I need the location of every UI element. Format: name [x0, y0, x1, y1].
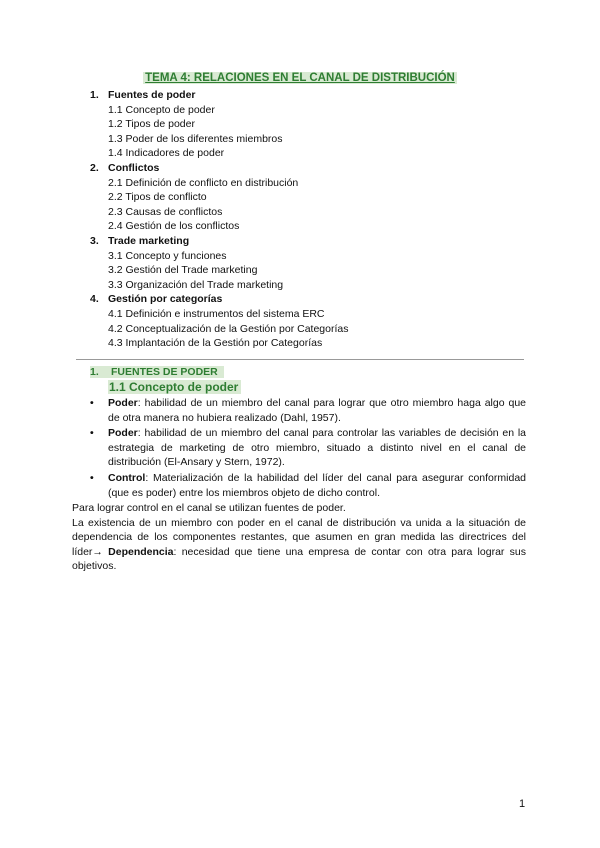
- toc-section-number: 1.: [90, 89, 99, 101]
- definition-term: Poder: [108, 397, 138, 409]
- definition-text: : habilidad de un miembro del canal para lograr que otro miembro haga algo que de otra manera no hubiera realizado (Dahl, 1957).: [108, 397, 526, 424]
- toc-section: [90, 88, 348, 161]
- toc-item: 1.4 Indicadores de poder: [108, 147, 225, 160]
- list-item: [90, 426, 526, 470]
- bullet-icon: •: [90, 427, 94, 440]
- toc-item: 1.1 Concepto de poder: [108, 103, 215, 116]
- list-item: [90, 471, 526, 500]
- toc-section: [90, 161, 348, 234]
- toc-item: 2.4 Gestión de los conflictos: [108, 220, 240, 233]
- toc-section: [90, 234, 348, 292]
- section-heading: [90, 366, 224, 378]
- section-number: 1.: [90, 366, 111, 378]
- toc-section: [90, 292, 348, 350]
- toc-item: 1.3 Poder de los diferentes miembros: [108, 132, 283, 145]
- section-heading-text: FUENTES DE PODER: [111, 366, 221, 378]
- body-text: [72, 501, 526, 574]
- toc-section-label: Fuentes de poder: [108, 89, 196, 101]
- bullet-icon: •: [90, 397, 94, 409]
- subsection-heading: 1.1 Concepto de poder: [108, 380, 241, 394]
- toc-item: 2.3 Causas de conflictos: [108, 205, 223, 218]
- toc-item: 3.1 Concepto y funciones: [108, 249, 227, 262]
- document-title: TEMA 4: RELACIONES EN EL CANAL DE DISTRIBUCIÓN: [145, 72, 455, 84]
- toc-item: 2.2 Tipos de conflicto: [108, 191, 207, 204]
- toc-item: 4.2 Conceptualización de la Gestión por Categorías: [108, 322, 349, 335]
- definition-term: Poder: [108, 427, 138, 440]
- definition-list: [90, 396, 526, 501]
- toc-item: 4.3 Implantación de la Gestión por Categorías: [108, 337, 323, 350]
- toc-section-label: Gestión por categorías: [108, 293, 223, 306]
- definition-text: : habilidad de un miembro del canal para controlar las variables de decisión en la estrategia de marketing de otro miembro, situado a distinto nivel en el canal de distribución (El-Ansary y Stern, 1972).: [108, 427, 526, 469]
- bullet-icon: •: [90, 471, 94, 484]
- definition-text: : Materialización de la habilidad del líder del canal para asegurar conformidad (que es poder) entre los miembros objeto de dicho control.: [108, 471, 526, 499]
- table-of-contents: [90, 88, 348, 351]
- dependency-term: Dependencia: [108, 545, 174, 558]
- toc-section-number: 4.: [90, 293, 99, 306]
- paragraph: Para lograr control en el canal se utilizan fuentes de poder.: [72, 502, 346, 514]
- page-number: 1: [519, 798, 526, 810]
- definition-term: Control: [108, 471, 146, 484]
- toc-section-label: Conflictos: [108, 161, 160, 174]
- toc-item: 2.1 Definición de conflicto en distribución: [108, 176, 299, 189]
- toc-item: 4.1 Definición e instrumentos del sistema ERC: [108, 307, 325, 320]
- toc-section-number: 2.: [90, 161, 99, 174]
- toc-item: 3.2 Gestión del Trade marketing: [108, 264, 258, 277]
- list-item: [90, 396, 526, 425]
- paragraph: La existencia de un miembro con poder en el canal de distribución va unida a la situación de dependencia de los componentes restantes, que asumen en gran medida las directrices del líder→ Dependencia: necesidad que tiene una empresa de contar con otra para lograr sus objetivos.: [72, 516, 526, 573]
- toc-section-number: 3.: [90, 234, 99, 247]
- toc-item: 3.3 Organización del Trade marketing: [108, 278, 284, 291]
- toc-section-label: Trade marketing: [108, 234, 190, 247]
- section-divider: [76, 359, 524, 360]
- toc-item: 1.2 Tipos de poder: [108, 118, 195, 131]
